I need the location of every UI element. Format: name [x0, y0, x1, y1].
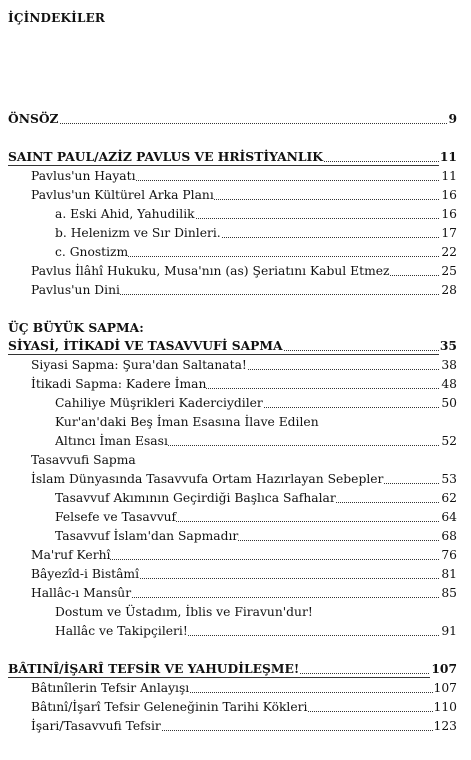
dot-leader	[8, 123, 457, 124]
toc-entry-title: Cahiliye Müşrikleri Kaderciydiler	[55, 396, 263, 410]
toc-page-number: 107	[430, 659, 457, 679]
toc-entry-title: Tasavvuf Akımının Geçirdiği Başlıca Safhalar	[55, 491, 336, 505]
toc-entry[interactable]	[31, 166, 457, 186]
toc-entry[interactable]	[55, 431, 457, 451]
toc-entry-title: Altıncı İman Esası	[55, 434, 168, 448]
toc-entry[interactable]	[55, 621, 457, 641]
toc-page-number: 64	[440, 507, 457, 527]
toc-entry-title: a. Eski Ahid, Yahudilik	[55, 207, 195, 221]
toc-page-number: 38	[440, 355, 457, 375]
toc-page-number: 25	[440, 261, 457, 281]
toc-page-number: 16	[440, 185, 457, 205]
toc-page-number: 68	[440, 526, 457, 546]
toc-entry-title[interactable]: Kur'an'daki Beş İman Esasına İlave Edilen	[55, 415, 319, 429]
toc-entry-title: Siyasi Sapma: Şura'dan Saltanata!	[31, 358, 247, 372]
toc-entry[interactable]	[31, 261, 457, 281]
toc-entry-title: Bâyezîd-i Bistâmî	[31, 567, 140, 581]
toc-entry-batini[interactable]	[8, 659, 457, 679]
toc-entry-onsoz[interactable]	[8, 109, 457, 129]
toc-entry-title[interactable]: Dostum ve Üstadım, İblis ve Firavun'dur!	[55, 605, 313, 619]
toc-entry[interactable]	[55, 507, 457, 527]
toc-page-number: 48	[440, 374, 457, 394]
toc-entry[interactable]	[31, 185, 457, 205]
toc-entry-title: Hallâc ve Takipçileri!	[55, 624, 188, 638]
toc-page-number: 9	[447, 109, 457, 129]
toc-entry[interactable]	[55, 393, 457, 413]
toc-entry-title: İşari/Tasavvufi Tefsir	[31, 719, 161, 733]
section-heading: ÜÇ BÜYÜK SAPMA:	[8, 320, 144, 335]
toc-entry[interactable]	[31, 564, 457, 584]
toc-page-number: 123	[433, 716, 457, 736]
toc-page-number: 16	[440, 204, 457, 224]
toc-entry-title: c. Gnostizm	[55, 245, 129, 259]
toc-entry-title: Pavlus'un Kültürel Arka Planı	[31, 188, 214, 202]
toc-page-number: 53	[440, 469, 457, 489]
toc-entry[interactable]	[55, 526, 457, 546]
toc-entry[interactable]	[31, 545, 457, 565]
toc-entry[interactable]	[55, 488, 457, 508]
toc-entry-title: Bâtınîlerin Tefsir Anlayışı	[31, 681, 190, 695]
toc-page-number: 85	[440, 583, 457, 603]
toc-entry-title: Pavlus'un Dini	[31, 283, 120, 297]
toc-entry[interactable]	[31, 716, 457, 736]
toc-page-number: 62	[440, 488, 457, 508]
page-title: İÇİNDEKİLER	[8, 11, 106, 25]
toc-entry-title: BÂTINÎ/İŞARÎ TEFSİR VE YAHUDİLEŞME!	[8, 661, 300, 676]
toc-page-number: 52	[440, 431, 457, 451]
toc-entry-title: Tasavvuf İslam'dan Sapmadır	[55, 529, 239, 543]
toc-page-number: 91	[440, 621, 457, 641]
toc-entry-title: SİYASİ, İTİKADİ VE TASAVVUFİ SAPMA	[8, 338, 283, 353]
toc-page-number: 11	[440, 166, 457, 186]
toc-entry[interactable]	[55, 223, 457, 243]
toc-entry-paul[interactable]	[8, 147, 457, 167]
toc-page-number: 22	[440, 242, 457, 262]
toc-page-number: 28	[440, 280, 457, 300]
toc-page-number: 76	[440, 545, 457, 565]
toc-entry[interactable]	[31, 355, 457, 375]
toc-entry-title: Felsefe ve Tasavvuf	[55, 510, 177, 524]
toc-page-number: 110	[433, 697, 457, 717]
toc-entry[interactable]	[31, 469, 457, 489]
toc-entry-sapma[interactable]	[8, 336, 457, 356]
toc-entry[interactable]	[55, 204, 457, 224]
toc-page-number: 81	[440, 564, 457, 584]
toc-entry-title: Pavlus'un Hayatı	[31, 169, 136, 183]
toc-entry[interactable]	[31, 280, 457, 300]
toc-entry-title: ÖNSÖZ	[8, 111, 59, 126]
toc-entry[interactable]	[31, 678, 457, 698]
toc-entry-title: Hallâc-ı Mansûr	[31, 586, 132, 600]
toc-page-number: 17	[440, 223, 457, 243]
toc-entry-title: b. Helenizm ve Sır Dinleri.	[55, 226, 221, 240]
toc-entry[interactable]	[55, 242, 457, 262]
toc-entry-title[interactable]: Tasavvufi Sapma	[31, 453, 136, 467]
toc-page-number: 50	[440, 393, 457, 413]
toc-page-number: 11	[439, 147, 457, 167]
toc-entry-title: Pavlus İlâhî Hukuku, Musa'nın (as) Şeriatını Kabul Etmez	[31, 264, 390, 278]
toc-entry-title: Ma'ruf Kerhî	[31, 548, 111, 562]
toc-entry-title: İtikadi Sapma: Kadere İman	[31, 377, 207, 391]
toc-entry[interactable]	[31, 583, 457, 603]
toc-page-number: 35	[439, 336, 457, 356]
toc-page-number: 107	[433, 678, 457, 698]
toc-entry-title: SAINT PAUL/AZİZ PAVLUS VE HRİSTİYANLIK	[8, 149, 323, 164]
toc-entry-title: İslam Dünyasında Tasavvufa Ortam Hazırlayan Sebepler	[31, 472, 384, 486]
toc-entry[interactable]	[31, 697, 457, 717]
toc-entry-title: Bâtınî/İşarî Tefsir Geleneğinin Tarihi Kökleri	[31, 700, 308, 714]
toc-entry[interactable]	[31, 374, 457, 394]
